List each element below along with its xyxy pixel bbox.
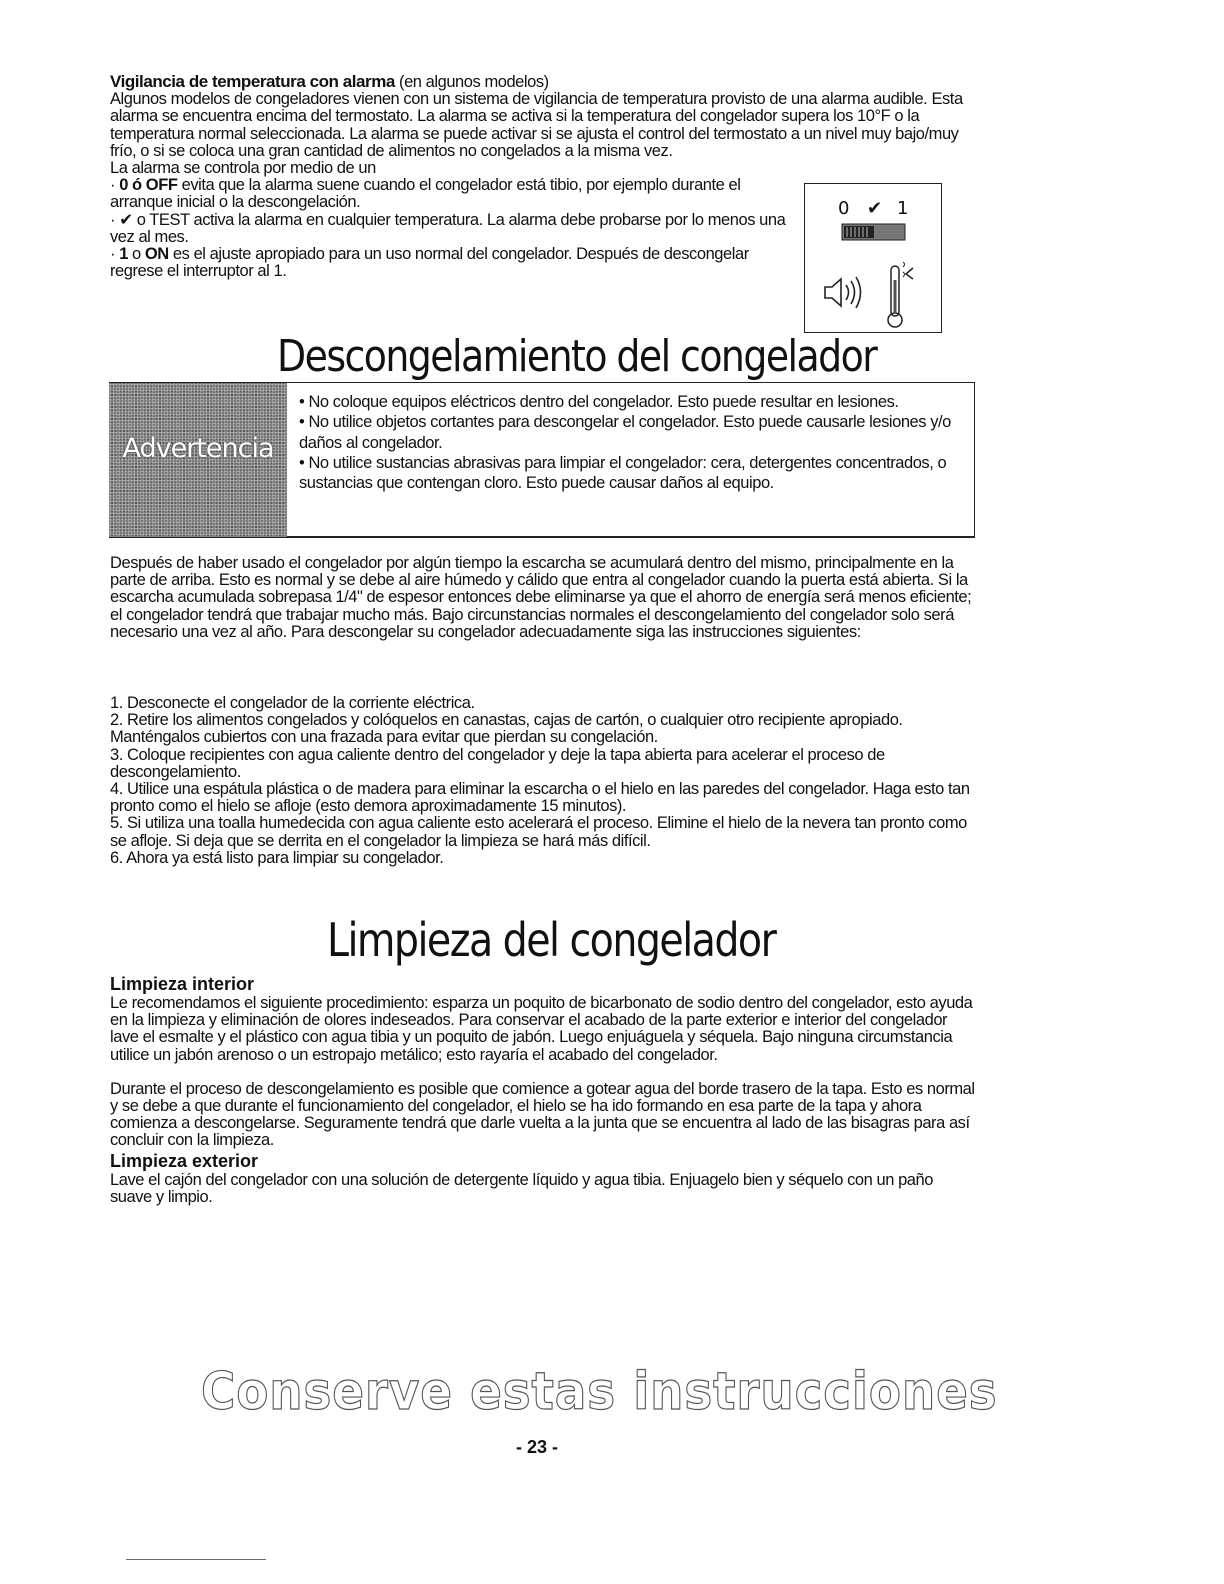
alarm-controls [110, 160, 790, 280]
alarm-on-item: · 1 o ON es el ajuste apropiado para un uso normal del congelador. Después de descongelar regrese el interruptor al 1. [110, 245, 749, 281]
alarm-test-text: o TEST activa la alarma en cualquier temperatura. La alarma debe probarse por lo menos una vez al mes. [110, 210, 786, 246]
defrost-step: 4. Utilice una espátula plástica o de madera para eliminar la escarcha o el hielo en las paredes del congelador. Haga esto tan pronto como el hielo se afloje (esto demora aproximadamente 15 minutos). [110, 780, 970, 816]
alarm-intro: Algunos modelos de congeladores vienen con un sistema de vigilancia de temperatura provisto de una alarma audible. Esta alarma se encuentra encima del termostato. La alarma se activa si la temperatura del congelador supera los 10°F o la temperatura normal seleccionada. La alarma se puede activar si se ajusta el control del termostato a un nivel muy bajo/muy frío, o si se coloca una gran cantidad de alimentos no congelados a la misma vez. [110, 90, 963, 160]
warning-item: • No coloque equipos eléctricos dentro del congelador. Esto puede resultar en lesiones. [299, 393, 899, 411]
warning-box [109, 382, 975, 538]
exterior-heading: Limpieza exterior [110, 1150, 259, 1171]
alarm-heading-line [110, 73, 980, 91]
footer-title: Conserve estas instrucciones [201, 1362, 998, 1422]
defrost-title: Descongelamiento del congelador [277, 331, 877, 382]
speaker-icon [825, 277, 861, 308]
defrost-step: 2. Retire los alimentos congelados y colóquelos en canastas, cajas de cartón, o cualquier otro recipiente apropiado. Manténgalos cubiertos con una frazada para evitar que pierdan su congelación. [110, 711, 903, 747]
exterior-text: Lave el cajón del congelador con una solución de detergente líquido y agua tibia. Enjuagelo bien y séquelo con un paño suave y limpio. [110, 1170, 933, 1206]
defrost-step: 6. Ahora ya está listo para limpiar su congelador. [110, 848, 444, 867]
warning-label: Advertencia [122, 433, 274, 464]
switch-label-test: ✔ [867, 198, 883, 219]
interior-text: Le recomendamos el siguiente procedimiento: esparza un poquito de bicarbonato de sodio dentro del congelador, esto ayuda en la limpieza y eliminación de olores indeseados. Para conservar el acabado de la parte exterior e interior del congelador lave el esmalte y el plástico con agua tibia y un poquito de jabón. Luego enjuáguela y séquela. Bajo ninguna circumstancia utilice un jabón arenoso o un estropajo metálico; esto rayaría el acabado del congelador. [110, 994, 973, 1064]
alarm-off-lead: 0 ó OFF [119, 176, 178, 195]
alarm-heading-note: (en algunos modelos) [394, 73, 549, 91]
defrost-steps [110, 695, 976, 867]
defrost-intro: Después de haber usado el congelador por algún tiempo la escarcha se acumulará dentro del mismo, principalmente en la parte de arriba. Esto es normal y se debe al aire húmedo y cálido que entra al congelador cuando la puerta está abierta. Si la escarcha acumulada sobrepasa 1/4" de espesor entonces debe eliminarse ya que el ahorro de energía será menos eficiente; el congelador tendrá que trabajar mucho más. Bajo circunstancias normales el descongelamiento del congelador solo será necesario una vez al año. Para descongelar su congelador adecuadamente siga las instrucciones siguientes: [110, 554, 972, 641]
switch-label-on: 1 [897, 198, 909, 219]
alarm-off-item: · 0 ó OFF evita que la alarma suene cuando el congelador está tibio, por ejemplo durante el arranque inicial o la descongelación. [110, 176, 741, 212]
defrost-step: 5. Si utiliza una toalla humedecida con agua caliente esto acelerará el proceso. Elimine el hielo de la nevera tan pronto como se afloje. Si deja que se derrita en el congelador la limpieza se hará más difícil. [110, 814, 967, 850]
defrost-step: 1. Desconecte el congelador de la corriente eléctrica. [110, 694, 475, 712]
warning-list [299, 392, 959, 493]
warning-item: • No utilice objetos cortantes para descongelar el congelador. Esto puede causarle lesiones y/o daños al congelador. [299, 413, 951, 452]
alarm-off-text: evita que la alarma suene cuando el congelador está tibio, por ejemplo durante el arranque inicial o la descongelación. [110, 176, 741, 212]
thermometer-icon [888, 262, 913, 327]
alarm-control-text: La alarma se controla por medio de un [110, 159, 376, 178]
switch-graphic [805, 184, 941, 332]
alarm-on-text: es el ajuste apropiado para un uso normal del congelador. Después de descongelar regrese el interruptor al 1. [110, 245, 749, 281]
cleaning-section [110, 973, 976, 1206]
alarm-on-lead: 1 [119, 245, 128, 264]
alarm-heading: Vigilancia de temperatura con alarma [110, 72, 395, 91]
switch-label-off: 0 [838, 198, 850, 219]
warning-panel [109, 383, 287, 537]
bottom-divider [126, 1559, 266, 1560]
alarm-on-mid: o [127, 245, 145, 264]
alarm-test-lead: ✔ [119, 210, 133, 229]
alarm-test-item: · ✔ o TEST activa la alarma en cualquier temperatura. La alarma debe probarse por lo menos una vez al mes. [110, 210, 786, 246]
interior-heading: Limpieza interior [110, 974, 255, 994]
cleaning-title: Limpieza del congelador [327, 913, 776, 967]
warning-item: • No utilice sustancias abrasivas para limpiar el congelador: cera, detergentes concentrados, o sustancias que contengan cloro. Esto puede causar daños al equipo. [299, 453, 947, 493]
defrost-note: Durante el proceso de descongelamiento es posible que comience a gotear agua del borde trasero de la tapa. Esto es normal y se debe a que durante el funcionamiento del congelador, el hielo se ha ido formando en esa parte de la tapa y ahora comienza a descongelarse. Seguramente tendrá que darle vuelta a la junta que se encuentra al lado de las bisagras para así concluir con la limpieza. [110, 1079, 975, 1150]
defrost-step: 3. Coloque recipientes con agua caliente dentro del congelador y deje la tapa abierta para acelerar el proceso de descongelamiento. [110, 745, 885, 781]
rocker-switch-icon [842, 224, 905, 240]
alarm-switch-illustration [804, 183, 942, 333]
alarm-on-word: ON [144, 245, 169, 264]
page-number: - 23 - [516, 1437, 559, 1457]
